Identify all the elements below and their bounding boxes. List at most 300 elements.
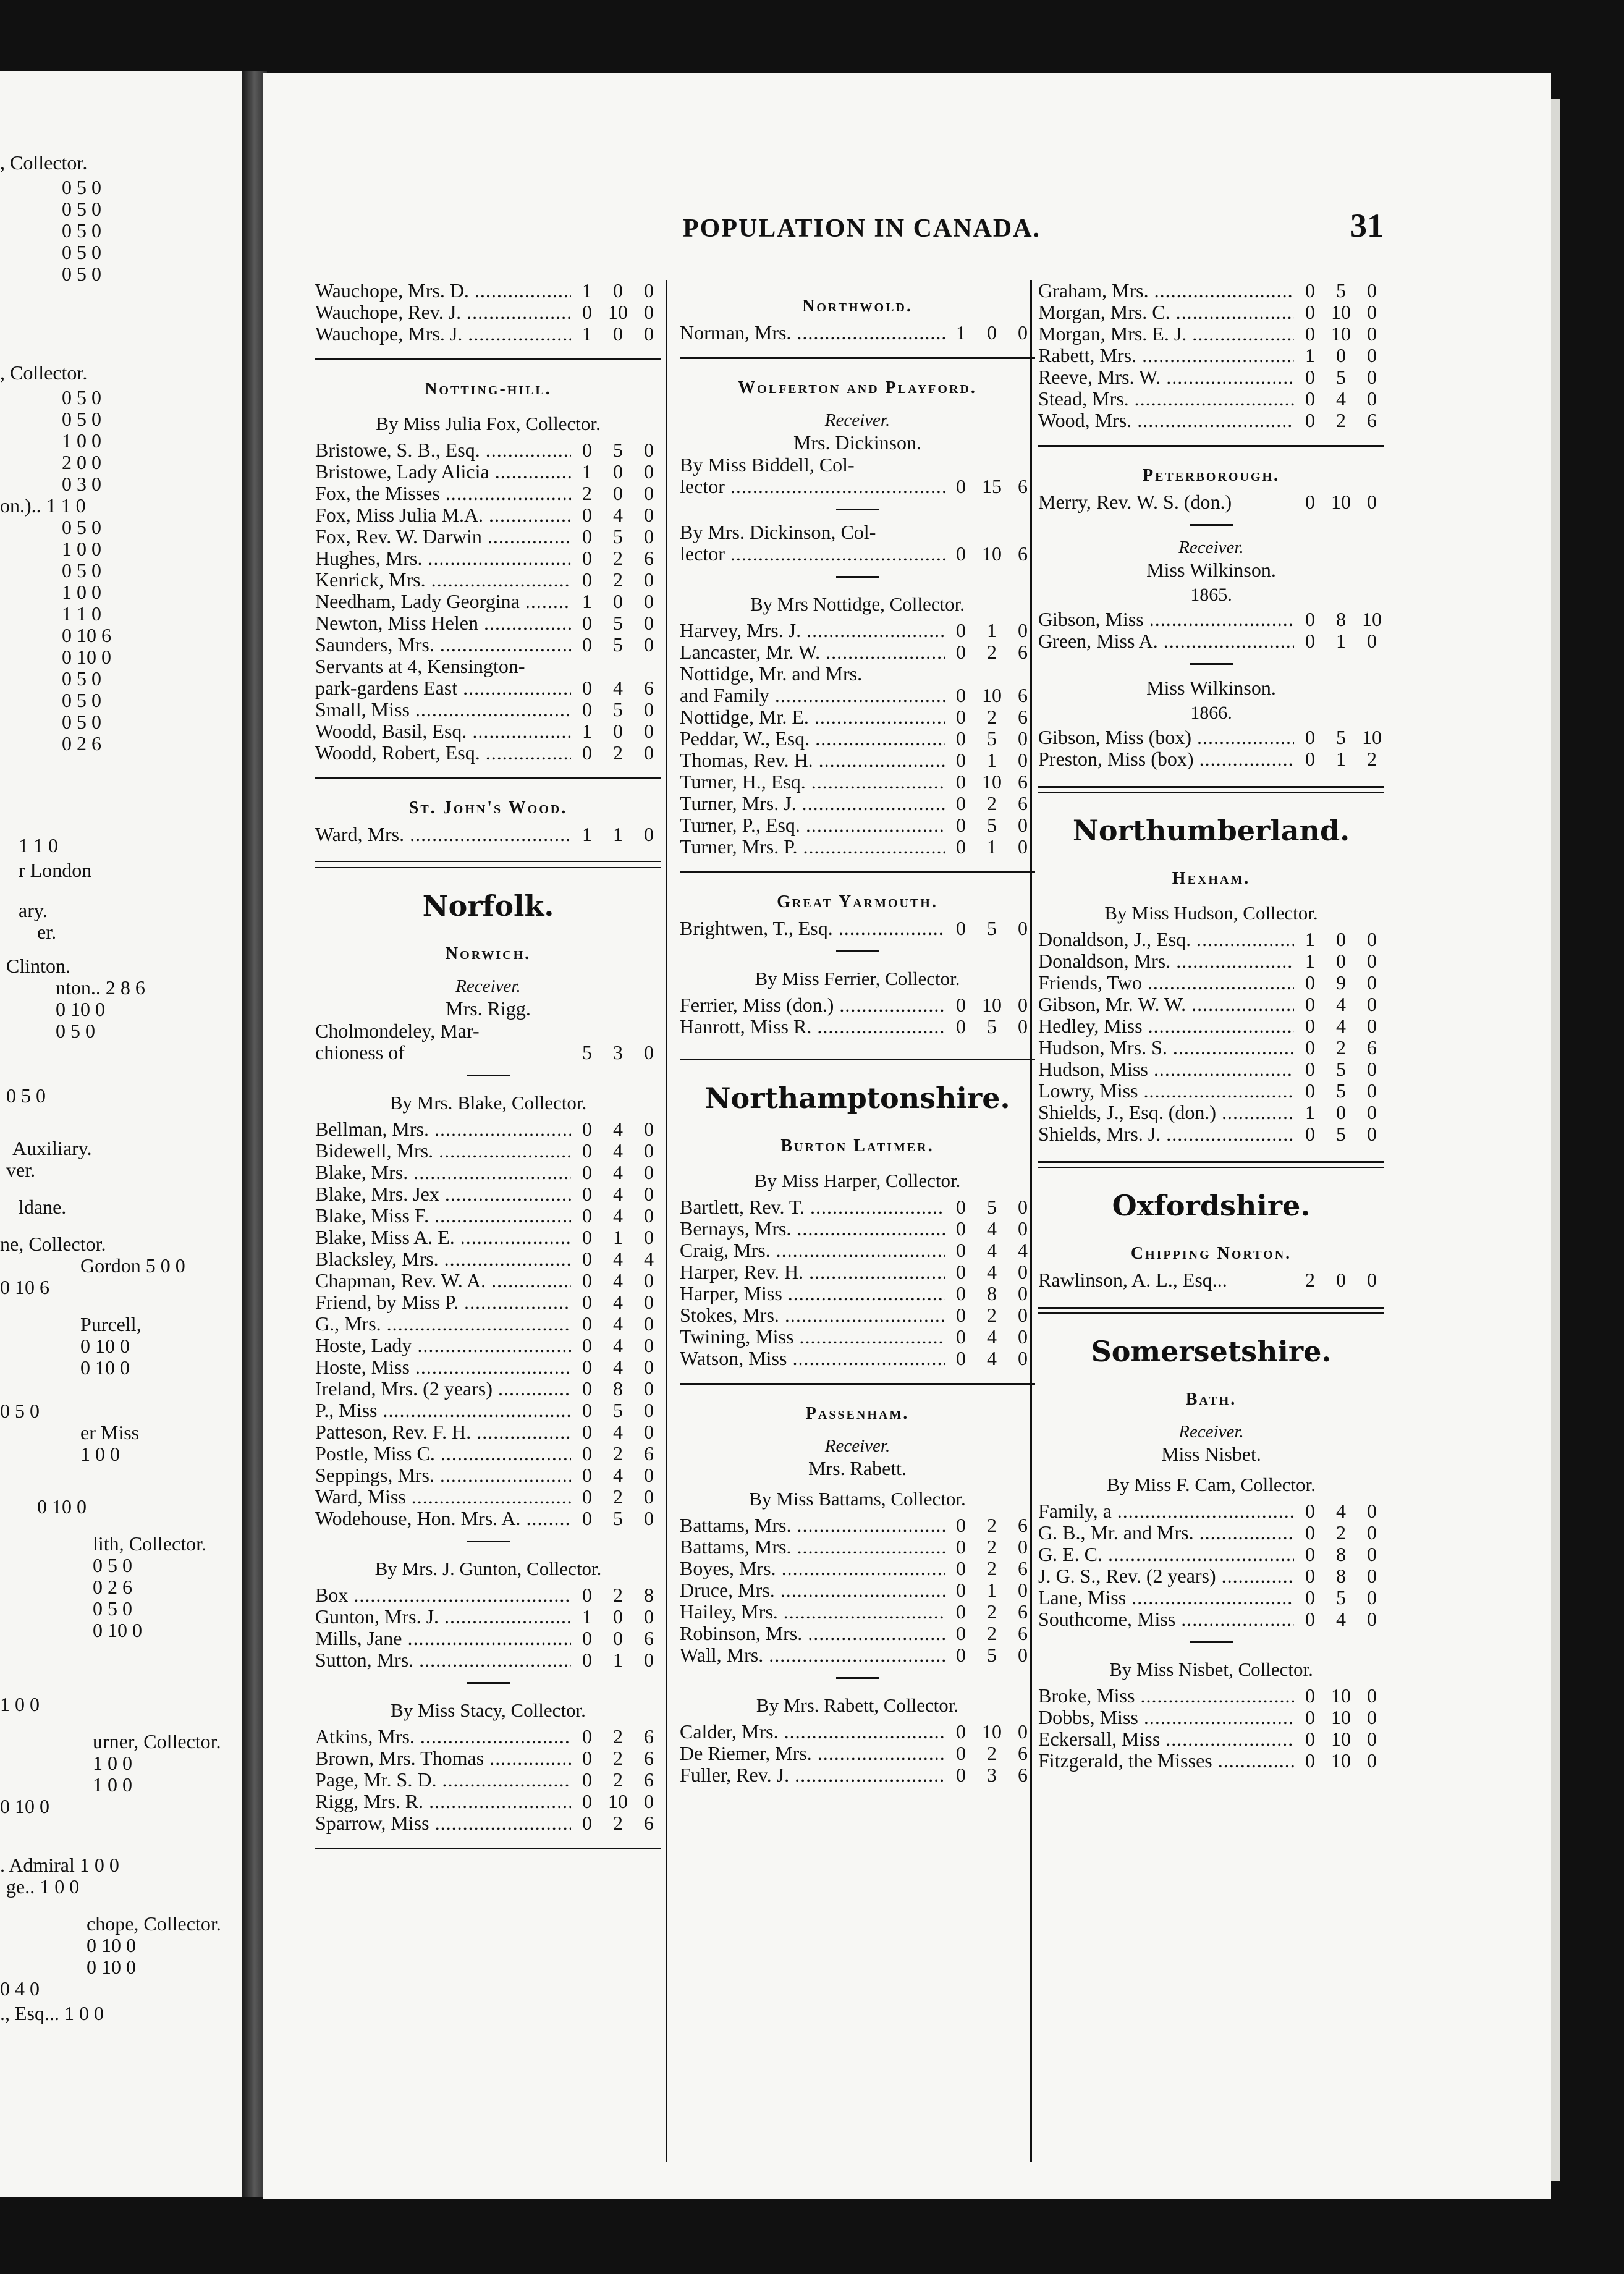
entry-name: Wauchope, Mrs. D. .....	[315, 280, 571, 302]
entry-row	[680, 454, 1035, 476]
amount-shillings: 4	[613, 1183, 623, 1205]
section-heading: St. John's Wood.	[408, 798, 568, 818]
entry-row	[315, 1335, 661, 1356]
amount-pounds: 0	[582, 547, 592, 569]
amount-shillings: 2	[613, 1812, 623, 1834]
entry-name: park-gardens East .....	[315, 677, 571, 699]
entry-name: Lancaster, Mr. W. .....	[680, 641, 945, 663]
amount-pounds: 2	[1305, 1269, 1315, 1291]
amount-shillings: 8	[1336, 1565, 1346, 1587]
entry-amount	[571, 1812, 661, 1834]
entry-amount	[1294, 280, 1384, 302]
running-title: POPULATION IN CANADA.	[683, 214, 1041, 243]
section-rule	[467, 1075, 510, 1076]
amount-pence: 4	[1018, 1239, 1028, 1261]
receiver-name: Miss Wilkinson.	[1146, 559, 1276, 581]
entry-name: Graham, Mrs. .....	[1038, 280, 1294, 302]
amount-shillings: 1	[613, 1226, 623, 1248]
entry-row	[315, 1118, 661, 1140]
entry-row	[680, 994, 1035, 1016]
left-page-text: 0 5 0	[0, 1400, 40, 1422]
entry-amount	[571, 1270, 661, 1291]
entry-name: lector .....	[680, 476, 945, 497]
entry-name: Box .....	[315, 1584, 571, 1606]
amount-pence: 0	[644, 698, 654, 721]
amount-shillings: 0	[1336, 1101, 1346, 1123]
amount-pence: 0	[1018, 1720, 1028, 1743]
amount-shillings: 0	[613, 590, 623, 612]
entry-name: Ward, Miss .....	[315, 1486, 571, 1508]
entry-row	[680, 1016, 1035, 1038]
amount-shillings: 2	[613, 1769, 623, 1791]
entry-amount	[1294, 410, 1384, 431]
section-heading: Wolferton and Playford.	[738, 378, 977, 397]
section-rule	[680, 1383, 1035, 1385]
left-page-text: 0 5 0	[6, 1084, 46, 1107]
amount-shillings: 1	[987, 749, 997, 771]
section-rule	[836, 1677, 879, 1679]
amount-pounds: 0	[582, 1312, 592, 1335]
amount-shillings: 5	[1336, 1123, 1346, 1145]
entry-amount	[571, 1769, 661, 1791]
section-heading: Chipping Norton.	[1130, 1244, 1292, 1263]
entry-amount	[945, 1240, 1035, 1261]
entry-amount	[571, 742, 661, 764]
entry-amount	[571, 1486, 661, 1508]
entry-name: Blake, Mrs. .....	[315, 1162, 571, 1183]
entry-name: By Mrs. Dickinson, Col-	[680, 522, 876, 543]
amount-pounds: 2	[582, 482, 592, 504]
amount-shillings: 2	[1336, 1036, 1346, 1059]
amount-shillings: 2	[987, 706, 997, 728]
entry-amount	[945, 994, 1035, 1016]
collector-line: By Miss Battams, Collector.	[749, 1488, 966, 1510]
entry-name: G., Mrs. .....	[315, 1313, 571, 1335]
amount-shillings: 5	[987, 814, 997, 836]
amount-pounds: 0	[956, 1764, 966, 1786]
entry-amount	[571, 302, 661, 323]
entry-row	[680, 918, 1035, 939]
amount-pence: 0	[644, 323, 654, 345]
amount-shillings: 2	[987, 1600, 997, 1623]
amount-shillings: 4	[613, 1291, 623, 1313]
entry-name: Blake, Miss A. E. .....	[315, 1227, 571, 1248]
entry-amount	[1294, 1587, 1384, 1608]
entry-amount	[945, 706, 1035, 728]
entry-row	[680, 322, 1035, 344]
section-rule	[315, 1848, 661, 1849]
amount-pounds: 0	[582, 301, 592, 323]
amount-pounds: 0	[956, 749, 966, 771]
entry-name: Thomas, Rev. H. .....	[680, 750, 945, 771]
amount-pounds: 0	[956, 814, 966, 836]
entry-amount	[1294, 1015, 1384, 1037]
amount-pounds: 0	[956, 1325, 966, 1348]
entry-amount	[1294, 929, 1384, 950]
entry-amount	[571, 1227, 661, 1248]
entry-amount	[945, 1196, 1035, 1218]
left-page-text: Purcell,	[80, 1313, 142, 1335]
amount-pounds: 0	[582, 1442, 592, 1465]
section-rule	[680, 357, 1035, 359]
entry-amount	[1294, 1707, 1384, 1728]
amount-shillings: 2	[987, 792, 997, 814]
entry-name: Page, Mr. S. D. .....	[315, 1769, 571, 1791]
receiver-label: Receiver.	[455, 976, 521, 996]
section-rule	[1038, 1161, 1384, 1168]
entry-row	[680, 476, 1035, 497]
entry-name: Watson, Miss .....	[680, 1348, 945, 1369]
amount-pence: 0	[1367, 1269, 1377, 1291]
amount-pounds: 0	[1305, 1521, 1315, 1544]
entry-amount	[571, 547, 661, 569]
entry-row	[1038, 1707, 1384, 1728]
amount-shillings: 1	[1336, 748, 1346, 770]
amount-shillings: 10	[982, 994, 1002, 1016]
entry-name: Sparrow, Miss .....	[315, 1812, 571, 1834]
entry-row	[1038, 491, 1384, 513]
entry-amount	[571, 280, 661, 302]
amount-shillings: 8	[613, 1377, 623, 1400]
amount-shillings: 2	[987, 1742, 997, 1764]
entry-row	[680, 1601, 1035, 1623]
amount-shillings: 2	[1336, 1521, 1346, 1544]
entry-amount	[1294, 1522, 1384, 1544]
amount-pence: 0	[644, 504, 654, 526]
entry-row	[1038, 323, 1384, 345]
amount-shillings: 5	[613, 525, 623, 547]
entry-name: Nottidge, Mr. E. .....	[680, 706, 945, 728]
entry-amount	[571, 1183, 661, 1205]
amount-pounds: 0	[582, 698, 592, 721]
entry-row	[680, 641, 1035, 663]
amount-shillings: 10	[1331, 1684, 1351, 1707]
amount-pence: 0	[1018, 835, 1028, 858]
entry-name: Bartlett, Rev. T. .....	[680, 1196, 945, 1218]
amount-pence: 10	[1362, 726, 1382, 748]
amount-shillings: 5	[613, 633, 623, 656]
entry-amount	[1294, 1059, 1384, 1080]
entry-row	[1038, 950, 1384, 972]
amount-shillings: 2	[987, 641, 997, 663]
amount-pounds: 0	[1305, 387, 1315, 410]
section-heading: Notting-hill.	[425, 379, 552, 399]
amount-shillings: 2	[613, 742, 623, 764]
amount-pounds: 0	[1305, 409, 1315, 431]
left-page-text: ., Esq... 1 0 0	[0, 2002, 104, 2024]
amount-shillings: 10	[1331, 1749, 1351, 1772]
entry-amount	[945, 1536, 1035, 1558]
entry-row	[315, 1508, 661, 1529]
amount-shillings: 8	[987, 1282, 997, 1304]
entry-name: Harper, Miss .....	[680, 1283, 945, 1304]
amount-shillings: 10	[608, 301, 628, 323]
entry-amount	[945, 685, 1035, 706]
section-rule	[1038, 445, 1384, 447]
entry-amount	[571, 721, 661, 742]
left-page-text: nton.. 2 8 6	[56, 976, 145, 999]
entry-amount	[571, 1508, 661, 1529]
amount-pence: 0	[1367, 1521, 1377, 1544]
collector-line: By Miss Ferrier, Collector.	[755, 968, 960, 989]
left-page-text: 0 10 0	[62, 646, 111, 668]
entry-name: Fox, Rev. W. Darwin .....	[315, 526, 571, 547]
collector-line: By Mrs Nottidge, Collector.	[750, 593, 965, 615]
amount-pence: 0	[1367, 1080, 1377, 1102]
left-page-text: 0 3 0	[62, 473, 101, 495]
left-page-text: ary.	[19, 899, 48, 921]
amount-pounds: 0	[956, 1536, 966, 1558]
entry-name: Robinson, Mrs. .....	[680, 1623, 945, 1644]
amount-shillings: 2	[613, 1442, 623, 1465]
entry-name: Patteson, Rev. F. H. .....	[315, 1421, 571, 1443]
amount-pence: 0	[1367, 301, 1377, 323]
entry-amount	[1294, 1565, 1384, 1587]
entry-name: Turner, Mrs. P. .....	[680, 836, 945, 858]
amount-pounds: 0	[582, 1377, 592, 1400]
entry-amount	[571, 1628, 661, 1649]
amount-pence: 0	[1367, 366, 1377, 388]
entry-name: Reeve, Mrs. W. .....	[1038, 366, 1294, 388]
entry-amount	[571, 526, 661, 547]
amount-pounds: 0	[582, 1627, 592, 1649]
amount-shillings: 0	[613, 460, 623, 483]
amount-shillings: 4	[613, 1139, 623, 1162]
entry-row	[315, 677, 661, 699]
receiver-label: Receiver.	[1178, 538, 1244, 557]
entry-name: Harper, Rev. H. .....	[680, 1261, 945, 1283]
entry-name: Rawlinson, A. L., Esq...	[1038, 1269, 1227, 1291]
amount-pence: 0	[1018, 1217, 1028, 1240]
amount-shillings: 0	[613, 279, 623, 302]
entry-row	[680, 1348, 1035, 1369]
entry-row	[1038, 1750, 1384, 1772]
entry-amount	[571, 677, 661, 699]
entry-row	[315, 461, 661, 483]
entry-amount	[1294, 994, 1384, 1015]
amount-pence: 0	[1018, 727, 1028, 750]
entry-row	[315, 1421, 661, 1443]
entry-amount	[945, 1764, 1035, 1786]
left-page-text: 0 5 0	[62, 516, 101, 538]
entry-name: Atkins, Mrs. .....	[315, 1726, 571, 1748]
amount-pence: 0	[644, 301, 654, 323]
left-page-text: urner, Collector.	[93, 1730, 221, 1752]
amount-shillings: 5	[1336, 1058, 1346, 1080]
amount-pence: 0	[1367, 1101, 1377, 1123]
collector-line: By Mrs. J. Gunton, Collector.	[374, 1558, 602, 1579]
amount-pence: 0	[1018, 1579, 1028, 1601]
amount-pence: 0	[644, 1507, 654, 1529]
left-page-text: 0 10 6	[62, 624, 111, 646]
left-page-text: 0 5 0	[62, 176, 101, 198]
entry-name: Donaldson, Mrs. .....	[1038, 950, 1294, 972]
amount-pounds: 0	[956, 1742, 966, 1764]
amount-pence: 0	[1367, 491, 1377, 513]
left-page-text: 0 10 0	[80, 1356, 130, 1379]
entry-amount	[945, 1743, 1035, 1764]
entry-name: Wodehouse, Hon. Mrs. A. .....	[315, 1508, 571, 1529]
amount-pence: 0	[644, 568, 654, 591]
amount-pounds: 0	[956, 475, 966, 497]
entry-name: Hailey, Mrs. .....	[680, 1601, 945, 1623]
amount-pence: 0	[1367, 971, 1377, 994]
section-rule	[836, 576, 879, 578]
entry-amount	[1294, 950, 1384, 972]
entry-row	[315, 1313, 661, 1335]
amount-pounds: 0	[956, 1622, 966, 1644]
entry-amount	[945, 1304, 1035, 1326]
entry-row	[315, 1606, 661, 1628]
entry-name: Servants at 4, Kensington-	[315, 656, 525, 677]
amount-pence: 0	[1367, 1586, 1377, 1608]
amount-shillings: 5	[987, 1015, 997, 1038]
amount-shillings: 0	[1336, 344, 1346, 366]
amount-pence: 0	[644, 1041, 654, 1063]
amount-shillings: 1	[987, 619, 997, 641]
year-label: 1865.	[1190, 585, 1232, 605]
entry-name: Bernays, Mrs. .....	[680, 1218, 945, 1240]
amount-pounds: 0	[956, 543, 966, 565]
entry-name: and Family .....	[680, 685, 945, 706]
entry-row	[1038, 727, 1384, 748]
entry-row	[680, 1536, 1035, 1558]
entry-name: Wauchope, Mrs. J. .....	[315, 323, 571, 345]
amount-pence: 6	[1367, 409, 1377, 431]
receiver-label: Receiver.	[1178, 1422, 1244, 1442]
left-page-text: Clinton.	[6, 955, 71, 977]
left-page-text: 0 2 6	[93, 1576, 132, 1598]
amount-shillings: 10	[1331, 1706, 1351, 1728]
amount-pence: 0	[1367, 1706, 1377, 1728]
amount-pounds: 0	[1305, 1608, 1315, 1630]
entry-amount	[1294, 1728, 1384, 1750]
entry-amount	[1294, 1500, 1384, 1522]
entry-name: Kenrick, Mrs. .....	[315, 569, 571, 591]
entry-row	[315, 824, 661, 845]
left-page-text: 2 0 0	[62, 451, 101, 473]
left-page-text: ver.	[6, 1159, 36, 1181]
amount-pounds: 0	[956, 771, 966, 793]
entry-name: Calder, Mrs. .....	[680, 1721, 945, 1743]
amount-shillings: 4	[987, 1217, 997, 1240]
section-rule	[315, 861, 661, 868]
amount-pence: 0	[1367, 1500, 1377, 1522]
left-page-text: lith, Collector.	[93, 1532, 206, 1555]
entry-amount	[571, 1584, 661, 1606]
amount-pence: 0	[644, 1356, 654, 1378]
amount-pence: 0	[1018, 749, 1028, 771]
amount-pounds: 1	[582, 590, 592, 612]
entry-amount	[945, 1348, 1035, 1369]
amount-pence: 0	[1018, 1325, 1028, 1348]
collector-line: By Mrs. Rabett, Collector.	[756, 1694, 959, 1716]
entry-row	[680, 1261, 1035, 1283]
amount-pence: 6	[1018, 543, 1028, 565]
amount-pence: 6	[644, 677, 654, 699]
section-heading: Norwich.	[445, 944, 531, 963]
entry-name: Eckersall, Miss .....	[1038, 1728, 1294, 1750]
entry-name: Woodd, Basil, Esq. .....	[315, 721, 571, 742]
left-page-text: 0 10 0	[56, 998, 105, 1020]
amount-pounds: 0	[956, 1347, 966, 1369]
amount-shillings: 1	[987, 835, 997, 858]
entry-amount	[571, 634, 661, 656]
left-page-text: 0 5 0	[56, 1020, 95, 1042]
entry-amount	[571, 1649, 661, 1671]
entry-row	[1038, 748, 1384, 770]
entry-row	[1038, 1728, 1384, 1750]
amount-pence: 0	[644, 1605, 654, 1628]
entry-row	[315, 721, 661, 742]
entry-name: Postle, Miss C. .....	[315, 1443, 571, 1465]
entry-row	[680, 1196, 1035, 1218]
entry-amount	[945, 1579, 1035, 1601]
amount-pounds: 0	[582, 677, 592, 699]
amount-pence: 0	[1367, 1608, 1377, 1630]
amount-shillings: 4	[613, 1356, 623, 1378]
amount-shillings: 0	[613, 323, 623, 345]
entry-amount	[571, 1726, 661, 1748]
amount-pounds: 0	[956, 727, 966, 750]
amount-shillings: 1	[1336, 630, 1346, 652]
entry-row	[315, 1443, 661, 1465]
collector-line: By Miss Hudson, Collector.	[1104, 902, 1318, 924]
entry-amount	[1294, 1685, 1384, 1707]
amount-shillings: 5	[613, 1399, 623, 1421]
entry-name: Gunton, Mrs. J. .....	[315, 1606, 571, 1628]
amount-pounds: 0	[582, 1769, 592, 1791]
amount-pence: 0	[644, 460, 654, 483]
entry-row	[1038, 410, 1384, 431]
entry-name: Merry, Rev. W. S. (don.)	[1038, 491, 1232, 513]
amount-shillings: 10	[1331, 491, 1351, 513]
entry-name: Wall, Mrs. .....	[680, 1644, 945, 1666]
collector-line: By Miss Stacy, Collector.	[391, 1699, 586, 1721]
entry-amount	[1294, 972, 1384, 994]
amount-pounds: 0	[956, 619, 966, 641]
amount-pence: 0	[644, 590, 654, 612]
entry-row	[315, 1378, 661, 1400]
amount-pounds: 0	[956, 1239, 966, 1261]
amount-pence: 0	[1018, 1347, 1028, 1369]
entry-row	[1038, 1685, 1384, 1707]
amount-pounds: 0	[582, 1464, 592, 1486]
county-heading: Somersetshire.	[1091, 1335, 1332, 1368]
receiver-name: Mrs. Rabett.	[808, 1457, 907, 1479]
entry-name: Gibson, Miss .....	[1038, 609, 1294, 630]
section-rule	[315, 777, 661, 779]
amount-pence: 0	[1367, 1123, 1377, 1145]
entry-name: Hudson, Mrs. S. .....	[1038, 1037, 1294, 1059]
amount-pence: 6	[1018, 1622, 1028, 1644]
entry-amount	[571, 1313, 661, 1335]
amount-pence: 0	[644, 1649, 654, 1671]
entry-row	[680, 836, 1035, 858]
amount-pounds: 0	[582, 1139, 592, 1162]
entry-name: Family, a .....	[1038, 1500, 1294, 1522]
amount-pounds: 0	[582, 1486, 592, 1508]
left-page-text: 0 5 0	[62, 241, 101, 263]
entry-name: Dobbs, Miss .....	[1038, 1707, 1294, 1728]
entry-amount	[571, 1162, 661, 1183]
amount-pence: 10	[1362, 608, 1382, 630]
entry-name: Blacksley, Mrs. .....	[315, 1248, 571, 1270]
amount-pence: 0	[644, 1204, 654, 1227]
entry-row	[315, 547, 661, 569]
entry-amount	[1294, 1544, 1384, 1565]
entry-name: Ward, Mrs. .....	[315, 824, 571, 845]
